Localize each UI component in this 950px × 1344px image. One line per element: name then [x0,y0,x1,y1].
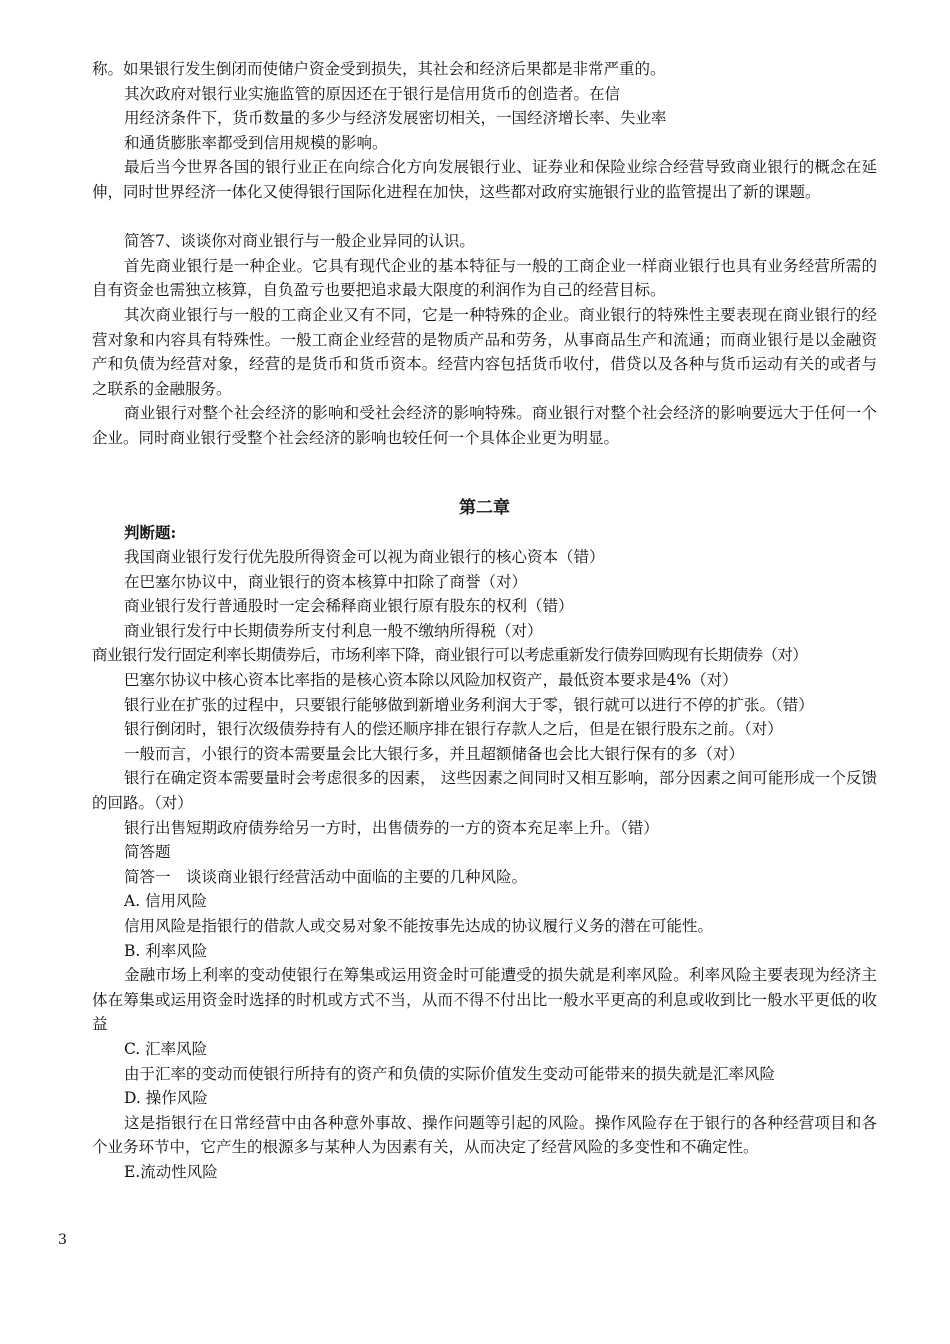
paragraph: 商业银行对整个社会经济的影响和受社会经济的影响特殊。商业银行对整个社会经济的影响要远大于任何一个企业。同时商业银行受整个社会经济的影响也较任何一个具体企业更为明显。 [92,404,877,447]
risk-heading: D. 操作风险 [124,1089,208,1108]
risk-heading: E.流动性风险 [124,1162,218,1181]
judge-item: 银行倒闭时，银行次级债券持有人的偿还顺序排在银行存款人之后，但是在银行股东之前。（对） [124,720,783,739]
judge-item: 银行出售短期政府债券给另一方时，出售债券的一方的资本充足率上升。（错） [124,818,659,837]
question-heading: 简答一 谈谈商业银行经营活动中面临的主要的几种风险。 [124,867,528,886]
spacer [92,205,877,230]
paragraph: 金融市场上利率的变动使银行在筹集或运用资金时可能遭受的损失就是利率风险。利率风险主要表现为经济主体在筹集或运用资金时选择的时机或方式不当，从而不得不付出比一般水平更高的利息或收到比一般水平更低的收益 [92,966,877,1034]
paragraph: 其次商业银行与一般的工商企业又有不同，它是一种特殊的企业。商业银行的特殊性主要表现在商业银行的经营对象和内容具有特殊性。一般工商企业经营的是物质产品和劳务，从事商品生产和流通；而商业银行是以金融资产和负债为经营对象，经营的是货币和货币资本。经营内容包括货币收付，借贷以及各种与货币运动有关的或者与之联系的金融服务。 [92,305,877,398]
risk-heading: C. 汇率风险 [124,1039,208,1058]
paragraph: 和通货膨胀率都受到信用规模的影响。 [124,133,388,152]
paragraph: 这是指银行在日常经营中由各种意外事故、操作问题等引起的风险。操作风险存在于银行的各种经营项目和各个业务环节中，它产生的根源多与某种人为因素有关，从而决定了经营风险的多变性和不确定性。 [92,1113,877,1157]
judge-item: 银行在确定资本需要量时会考虑很多的因素， 这些因素之间同时又相互影响，部分因素之间可能形成一个反馈的回路。（对） [92,769,877,813]
paragraph: 信用风险是指银行的借款人或交易对象不能按事先达成的协议履行义务的潜在可能性。 [124,917,714,935]
paragraph: 由于汇率的变动而使银行所持有的资产和负债的实际价值发生变动可能带来的损失就是汇率风险 [124,1064,776,1083]
risk-heading: A. 信用风险 [124,892,208,911]
judge-item: 我国商业银行发行优先股所得资金可以视为商业银行的核心资本（错） [124,548,605,567]
judge-item: 一般而言，小银行的资本需要量会比大银行多，并且超额储备也会比大银行保有的多（对） [124,744,745,763]
short-answer-heading: 简答题 [124,843,171,862]
paragraph: 称。如果银行发生倒闭而使储户资金受到损失，其社会和经济后果都是非常严重的。 [92,60,666,78]
question-heading: 简答7、谈谈你对商业银行与一般企业异同的认识。 [124,232,475,251]
judge-item: 商业银行发行固定利率长期债券后，市场利率下降，商业银行可以考虑重新发行债券回购现有长期债券（对） [92,646,808,665]
judge-heading: 判断题: [124,522,177,542]
page-content [92,57,877,1185]
paragraph: 首先商业银行是一种企业。它具有现代企业的基本特征与一般的工商企业一样商业银行也具有业务经营所需的自有资金也需独立核算，自负盈亏也要把追求最大限度的利润作为自己的经营目标。 [92,256,877,300]
chapter-title: 第二章 [459,497,510,518]
judge-item: 商业银行发行中长期债券所支付利息一般不缴纳所得税（对） [124,621,543,640]
judge-item: 商业银行发行普通股时一定会稀释商业银行原有股东的权利（错） [124,597,574,616]
paragraph: 最后当今世界各国的银行业正在向综合化方向发展银行业、证券业和保险业综合经营导致商业银行的概念在延伸，同时世界经济一体化又使得银行国际化进程在加快，这些都对政府实施银行业的监管提出了新的课题。 [92,158,877,201]
judge-item: 银行业在扩张的过程中，只要银行能够做到新增业务利润大于零，银行就可以进行不停的扩张。（错） [124,695,814,714]
paragraph: 其次政府对银行业实施监管的原因还在于银行是信用货币的创造者。在信 [124,84,621,103]
risk-heading: B. 利率风险 [124,941,208,960]
judge-item: 在巴塞尔协议中，商业银行的资本核算中扣除了商誉（对） [124,572,528,591]
spacer [92,451,877,495]
page-number: 3 [58,1232,67,1248]
judge-item: 巴塞尔协议中核心资本比率指的是核心资本除以风险加权资产，最低资本要求是4%（对） [124,671,738,690]
paragraph: 用经济条件下，货币数量的多少与经济发展密切相关，一国经济增长率、失业率 [124,109,667,128]
